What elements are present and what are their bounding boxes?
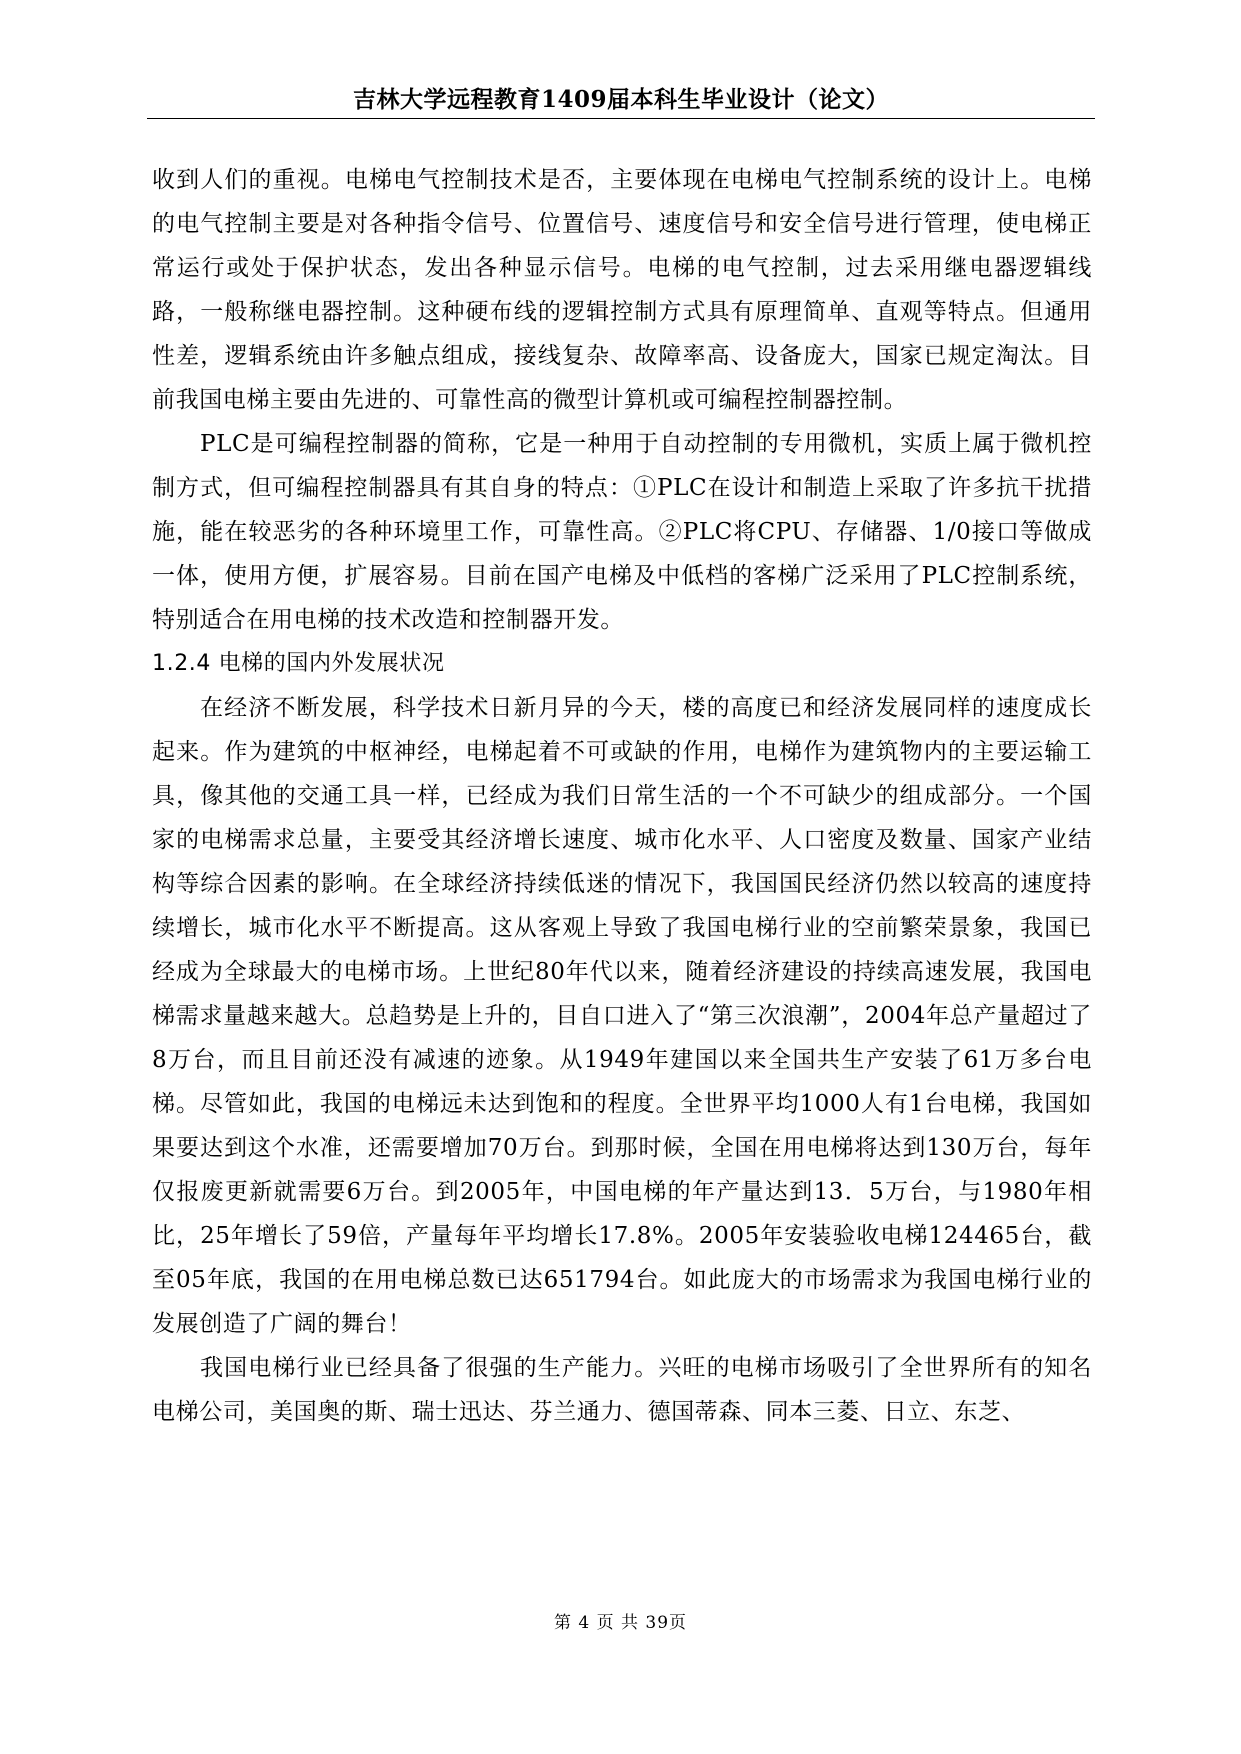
paragraph-2: PLC是可编程控制器的简称，它是一种用于自动控制的专用微机，实质上属于微机控制方式，但可编程控制器具有其自身的特点：①PLC在设计和制造上采取了许多抗干扰措施，能在较恶劣的各种环境里工作，可靠性高。②PLC将CPU、存储器、1/0接口等做成一体，使用方便，扩展容易。目前在国产电梯及中低档的客梯广泛采用了PLC控制系统，特别适合在用电梯的技术改造和控制器开发。 [152, 431, 1092, 633]
header-rule [147, 118, 1095, 119]
paragraph-3: 在经济不断发展，科学技术日新月异的今天，楼的高度已和经济发展同样的速度成长起来。作为建筑的中枢神经，电梯起着不可或缺的作用，电梯作为建筑物内的主要运输工具，像其他的交通工具一样，已经成为我们日常生活的一个不可缺少的组成部分。一个国家的电梯需求总量，主要受其经济增长速度、城市化水平、人口密度及数量、国家产业结构等综合因素的影响。在全球经济持续低迷的情况下，我国国民经济仍然以较高的速度持续增长，城市化水平不断提高。这从客观上导致了我国电梯行业的空前繁荣景象，我国已经成为全球最大的电梯市场。上世纪80年代以来，随着经济建设的持续高速发展，我国电梯需求量越来越大。总趋势是上升的，目自口进入了“第三次浪潮”，2004年总产量超过了8万台，而且目前还没有减速的迹象。从1949年建国以来全国共生产安装了61万多台电梯。尽管如此，我国的电梯远未达到饱和的程度。全世界平均1000人有1台电梯，我国如果要达到这个水准，还需要增加70万台。到那时候，全国在用电梯将达到130万台，每年仅报废更新就需要6万台。到2005年，中国电梯的年产量达到13．5万台，与1980年相比，25年增长了59倍，产量每年平均增长17.8%。2005年安装验收电梯124465台，截至05年底，我国的在用电梯总数已达651794台。如此庞大的市场需求为我国电梯行业的发展创造了广阔的舞台！ [152, 695, 1092, 1337]
page-number: 第 4 页 共 39页 [553, 1613, 688, 1633]
page-header-title: 吉林大学远程教育1409届本科生毕业设计（论文） [352, 86, 889, 113]
body-text [152, 158, 1092, 1434]
paragraph-4: 我国电梯行业已经具备了很强的生产能力。兴旺的电梯市场吸引了全世界所有的知名电梯公司，美国奥的斯、瑞士迅达、芬兰通力、德国蒂森、同本三菱、日立、东芝、 [152, 1355, 1092, 1425]
paragraph-1: 收到人们的重视。电梯电气控制技术是否，主要体现在电梯电气控制系统的设计上。电梯的电气控制主要是对各种指令信号、位置信号、速度信号和安全信号进行管理，使电梯正常运行或处于保护状态，发出各种显示信号。电梯的电气控制，过去采用继电器逻辑线路，一般称继电器控制。这种硬布线的逻辑控制方式具有原理简单、直观等特点。但通用性差，逻辑系统由许多触点组成，接线复杂、故障率高、设备庞大，国家已规定淘汰。目前我国电梯主要由先进的、可靠性高的微型计算机或可编程控制器控制。 [152, 167, 1092, 413]
section-heading: 1.2.4 电梯的国内外发展状况 [152, 651, 445, 676]
